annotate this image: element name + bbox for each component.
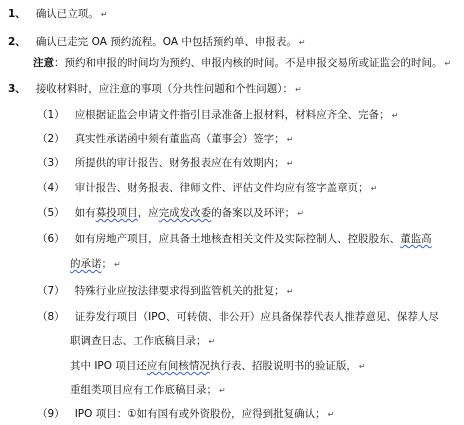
subitem-number: （1） bbox=[37, 109, 65, 121]
subitem-6-continuation bbox=[70, 257, 121, 272]
subitem-2 bbox=[37, 132, 293, 147]
item-number: 2、 bbox=[8, 36, 26, 48]
paragraph-mark-icon: ↵ bbox=[208, 337, 216, 346]
subitem-5 bbox=[37, 206, 304, 221]
body-text: 其中 IPO 项目还 bbox=[70, 360, 147, 372]
subitem-text: 的备案以及环评； bbox=[211, 207, 296, 219]
subitem-text-flagged: 的承诺 bbox=[70, 258, 102, 270]
subitem-8-continuation bbox=[70, 334, 215, 349]
subitem-number: （2） bbox=[37, 133, 65, 145]
body-text: 重组类项目应有工作底稿目录； bbox=[70, 384, 217, 396]
item-text: 确认已走完 OA 预约流程。OA 中包括预约单、申报表。 bbox=[35, 36, 297, 48]
subitem-number: （5） bbox=[37, 207, 65, 219]
item-text: 确认已立项。 bbox=[35, 8, 99, 20]
ipo-extra-line bbox=[70, 359, 366, 374]
subitem-text: IPO 项目：①如有国有或外资股份，应得到批复确认； bbox=[74, 408, 326, 420]
subitem-number: （8） bbox=[37, 311, 65, 323]
subitem-7 bbox=[37, 284, 293, 299]
paragraph-mark-icon: ↵ bbox=[444, 59, 452, 68]
paragraph-mark-icon: ↵ bbox=[100, 10, 108, 19]
subitem-number: （9） bbox=[37, 408, 65, 420]
paragraph-mark-icon: ↵ bbox=[391, 111, 399, 120]
subitem-text: 特殊行业应按法律要求得到监管机关的批复； bbox=[74, 285, 285, 297]
subitem-text: 应根据证监会申请文件指引目录准备上报材料，材料应齐全、完备； bbox=[74, 109, 390, 121]
subitem-text: 如有房地产项目，应具备土地核查相关文件及实际控制人、控股股东、 bbox=[74, 233, 401, 245]
paragraph-mark-icon: ↵ bbox=[358, 362, 366, 371]
item-1 bbox=[8, 7, 108, 22]
item-3 bbox=[8, 82, 302, 97]
paragraph-mark-icon: ↵ bbox=[286, 287, 294, 296]
subitem-1 bbox=[37, 108, 398, 123]
paragraph-mark-icon: ↵ bbox=[327, 410, 335, 419]
subitem-3 bbox=[37, 156, 293, 171]
subitem-9 bbox=[37, 407, 334, 422]
paragraph-mark-icon: ↵ bbox=[286, 159, 294, 168]
paragraph-mark-icon: ↵ bbox=[295, 85, 302, 94]
item-number: 1、 bbox=[8, 8, 26, 20]
paragraph-mark-icon: ↵ bbox=[297, 209, 304, 218]
subitem-text: ，应 bbox=[137, 207, 159, 219]
subitem-text-flagged: 董监高 bbox=[400, 233, 432, 245]
note-text: ：预约和申报的时间均为预约、申报内核的时间。不是申报交易所或证监会的时间。 bbox=[54, 57, 443, 69]
paragraph-mark-icon: ↵ bbox=[298, 38, 306, 47]
restructuring-line bbox=[70, 383, 226, 398]
subitem-text: 真实性承诺函中须有董监高（董事会）签字； bbox=[74, 133, 285, 145]
item-2 bbox=[8, 35, 306, 50]
subitem-text-flagged: 募投项目 bbox=[95, 207, 138, 219]
subitem-text: 证券发行项目（IPO、可转债、非公开）应具备保荐代表人推荐意见、保荐人尽 bbox=[74, 311, 439, 323]
paragraph-mark-icon: ↵ bbox=[114, 260, 121, 269]
subitem-6 bbox=[37, 232, 432, 246]
subitem-number: （3） bbox=[37, 157, 65, 169]
subitem-text: 审计报告、财务报表、律师文件、评估文件均应有签字盖章页； bbox=[74, 182, 369, 194]
note-line bbox=[33, 56, 451, 71]
subitem-4 bbox=[37, 181, 377, 196]
subitem-number: （7） bbox=[37, 285, 65, 297]
item-text: 接收材料时，应注意的事项（分共性问题和个性问题）： bbox=[35, 83, 294, 95]
subitem-text: 所提供的审计报告、财务报表应在有效期内； bbox=[74, 157, 285, 169]
subitem-text: 如有 bbox=[74, 207, 96, 219]
paragraph-mark-icon: ↵ bbox=[219, 386, 226, 395]
item-number: 3、 bbox=[8, 83, 26, 95]
subitem-number: （6） bbox=[37, 233, 65, 245]
paragraph-mark-icon: ↵ bbox=[370, 184, 378, 193]
subitem-text: ； bbox=[101, 258, 112, 270]
body-text: 执行表、招股说明书的验证版， bbox=[209, 360, 357, 372]
paragraph-mark-icon: ↵ bbox=[286, 135, 294, 144]
note-label: 注意 bbox=[33, 57, 54, 69]
subitem-text: 职调查日志、工作底稿目录； bbox=[70, 335, 207, 347]
body-text-flagged: 应有间核情况 bbox=[146, 360, 210, 372]
subitem-number: （4） bbox=[37, 182, 65, 194]
subitem-8 bbox=[37, 310, 439, 324]
subitem-text-flagged: 完成发改委 bbox=[158, 207, 212, 219]
